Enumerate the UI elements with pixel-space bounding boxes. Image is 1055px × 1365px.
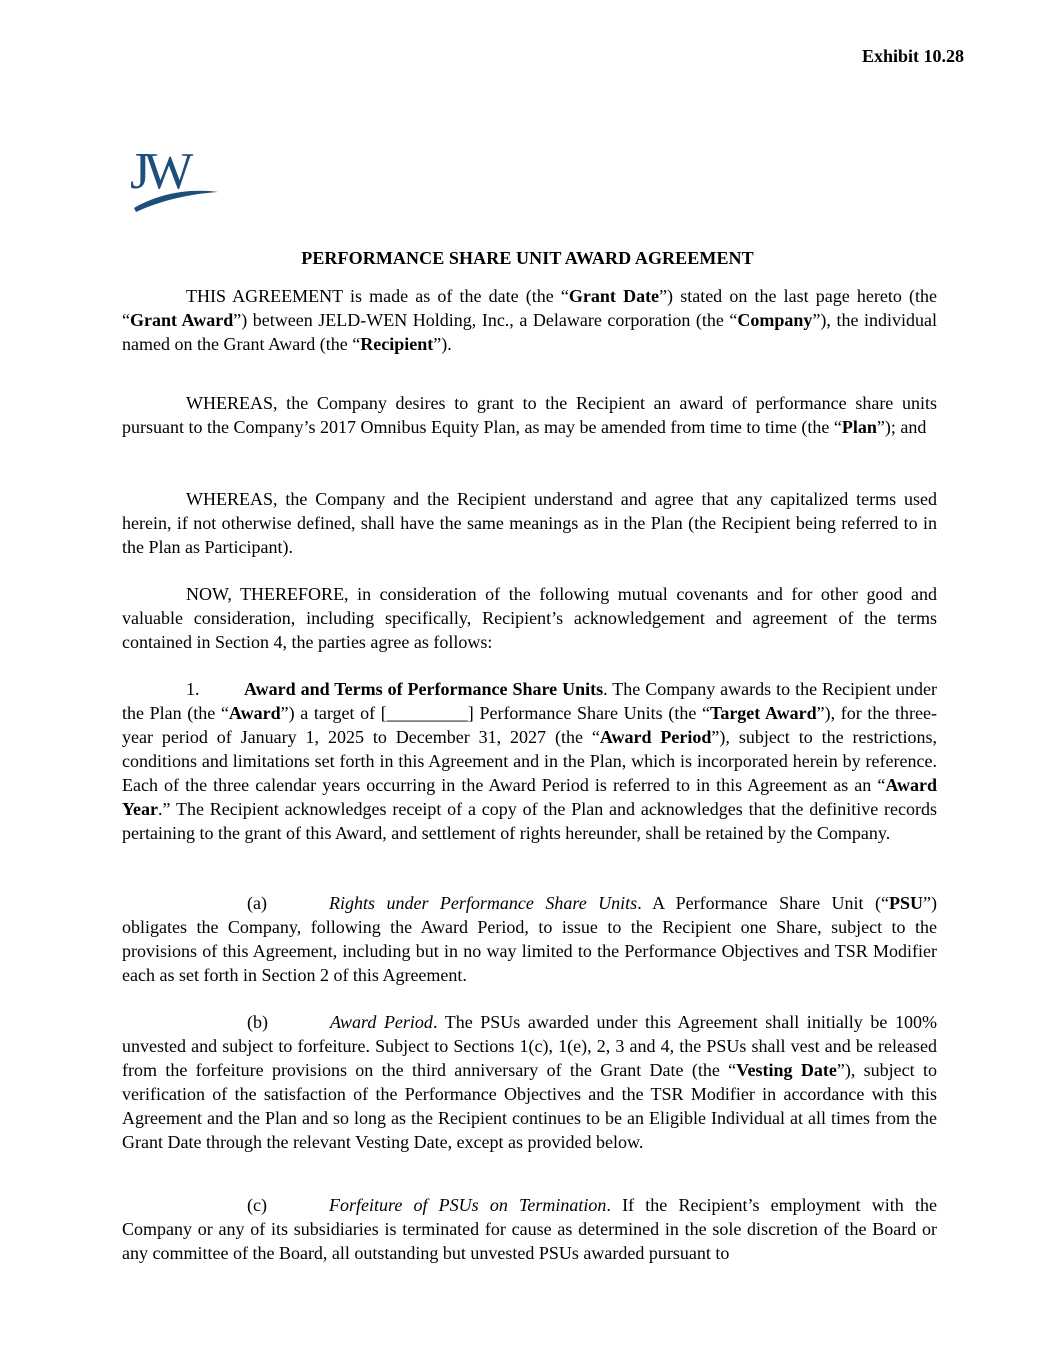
subsection-c-label: (c) bbox=[247, 1195, 267, 1215]
section-1-number: 1. bbox=[186, 679, 200, 699]
whereas-paragraph-1: WHEREAS, the Company desires to grant to the Recipient an award of performance share units pursuant to the Company’s 2017 Omnibus Equity Plan, as may be amended from time to time (the “Plan”); and bbox=[122, 393, 937, 437]
intro-paragraph: THIS AGREEMENT is made as of the date (the “Grant Date”) stated on the last page hereto (the “Grant Award”) between JELD-WEN Holding, Inc., a Delaware corporation (the “Company”), the individual named on the Grant Award (the “Recipient”). bbox=[122, 286, 937, 354]
section-1-heading: Award and Terms of Performance Share Units bbox=[244, 679, 604, 699]
subsection-c: (c) Forfeiture of PSUs on Termination. If the Recipient’s employment with the Company or any of its subsidiaries is terminated for cause as determined in the sole discretion of the Board or any committee of the Board, all outstanding but unvested PSUs awarded pursuant to bbox=[122, 1195, 937, 1263]
section-1: 1. Award and Terms of Performance Share Units. The Company awards to the Recipient under the Plan (the “Award”) a target of [_________] Performance Share Units (the “Target Award”), for the three-year period of January 1, 2025 to December 31, 2027 (the “Award Period”), subject to the restrictions, conditions and limitations set forth in this Agreement and in the Plan, which is incorporated herein by reference. Each of the three calendar years occurring in the Award Period is referred to in this Agreement as an “Award Year.” The Recipient acknowledges receipt of a copy of the Plan and acknowledges that the definitive records pertaining to the grant of this Award, and settlement of rights hereunder, shall be retained by the Company. bbox=[122, 679, 938, 843]
subsection-a-heading: Rights under Performance Share Units bbox=[328, 893, 638, 913]
subsection-c-heading: Forfeiture of PSUs on Termination bbox=[328, 1195, 607, 1215]
subsection-a: (a) Rights under Performance Share Units. A Performance Share Unit (“PSU”) obligates the Company, following the Award Period, to issue to the Recipient one Share, subject to the provisions of this Agreement, including but in no way limited to the Performance Objectives and TSR Modifier each as set forth in Section 2 of this Agreement. bbox=[122, 893, 937, 985]
exhibit-number: Exhibit 10.28 bbox=[861, 46, 964, 66]
subsection-a-label: (a) bbox=[247, 893, 267, 913]
subsection-b: (b) Award Period. The PSUs awarded under this Agreement shall initially be 100% unvested and subject to forfeiture. Subject to Sections 1(c), 1(e), 2, 3 and 4, the PSUs shall vest and be released from the forfeiture provisions on the third anniversary of the Grant Date (the “Vesting Date”), subject to verification of the satisfaction of the Performance Objectives and the TSR Modifier in accordance with this Agreement and the Plan and so long as the Recipient continues to be an Eligible Individual at all times from the Grant Date through the relevant Vesting Date, except as provided below. bbox=[122, 1012, 937, 1152]
whereas-paragraph-2: WHEREAS, the Company and the Recipient understand and agree that any capitalized terms used herein, if not otherwise defined, shall have the same meanings as in the Plan (the Recipient being referred to in the Plan as Participant). bbox=[122, 489, 937, 557]
jw-logo-mark bbox=[130, 143, 218, 212]
document-title: PERFORMANCE SHARE UNIT AWARD AGREEMENT bbox=[301, 248, 754, 268]
now-therefore-paragraph: NOW, THEREFORE, in consideration of the following mutual covenants and for other good and valuable consideration, including specifically, Recipient’s acknowledgement and agreement of the terms contained in Section 4, the parties agree as follows: bbox=[122, 584, 937, 652]
logo-letters: JW bbox=[130, 143, 188, 200]
subsection-b-label: (b) bbox=[247, 1012, 268, 1032]
subsection-b-heading: Award Period bbox=[330, 1012, 433, 1032]
jw-logo bbox=[128, 142, 220, 216]
